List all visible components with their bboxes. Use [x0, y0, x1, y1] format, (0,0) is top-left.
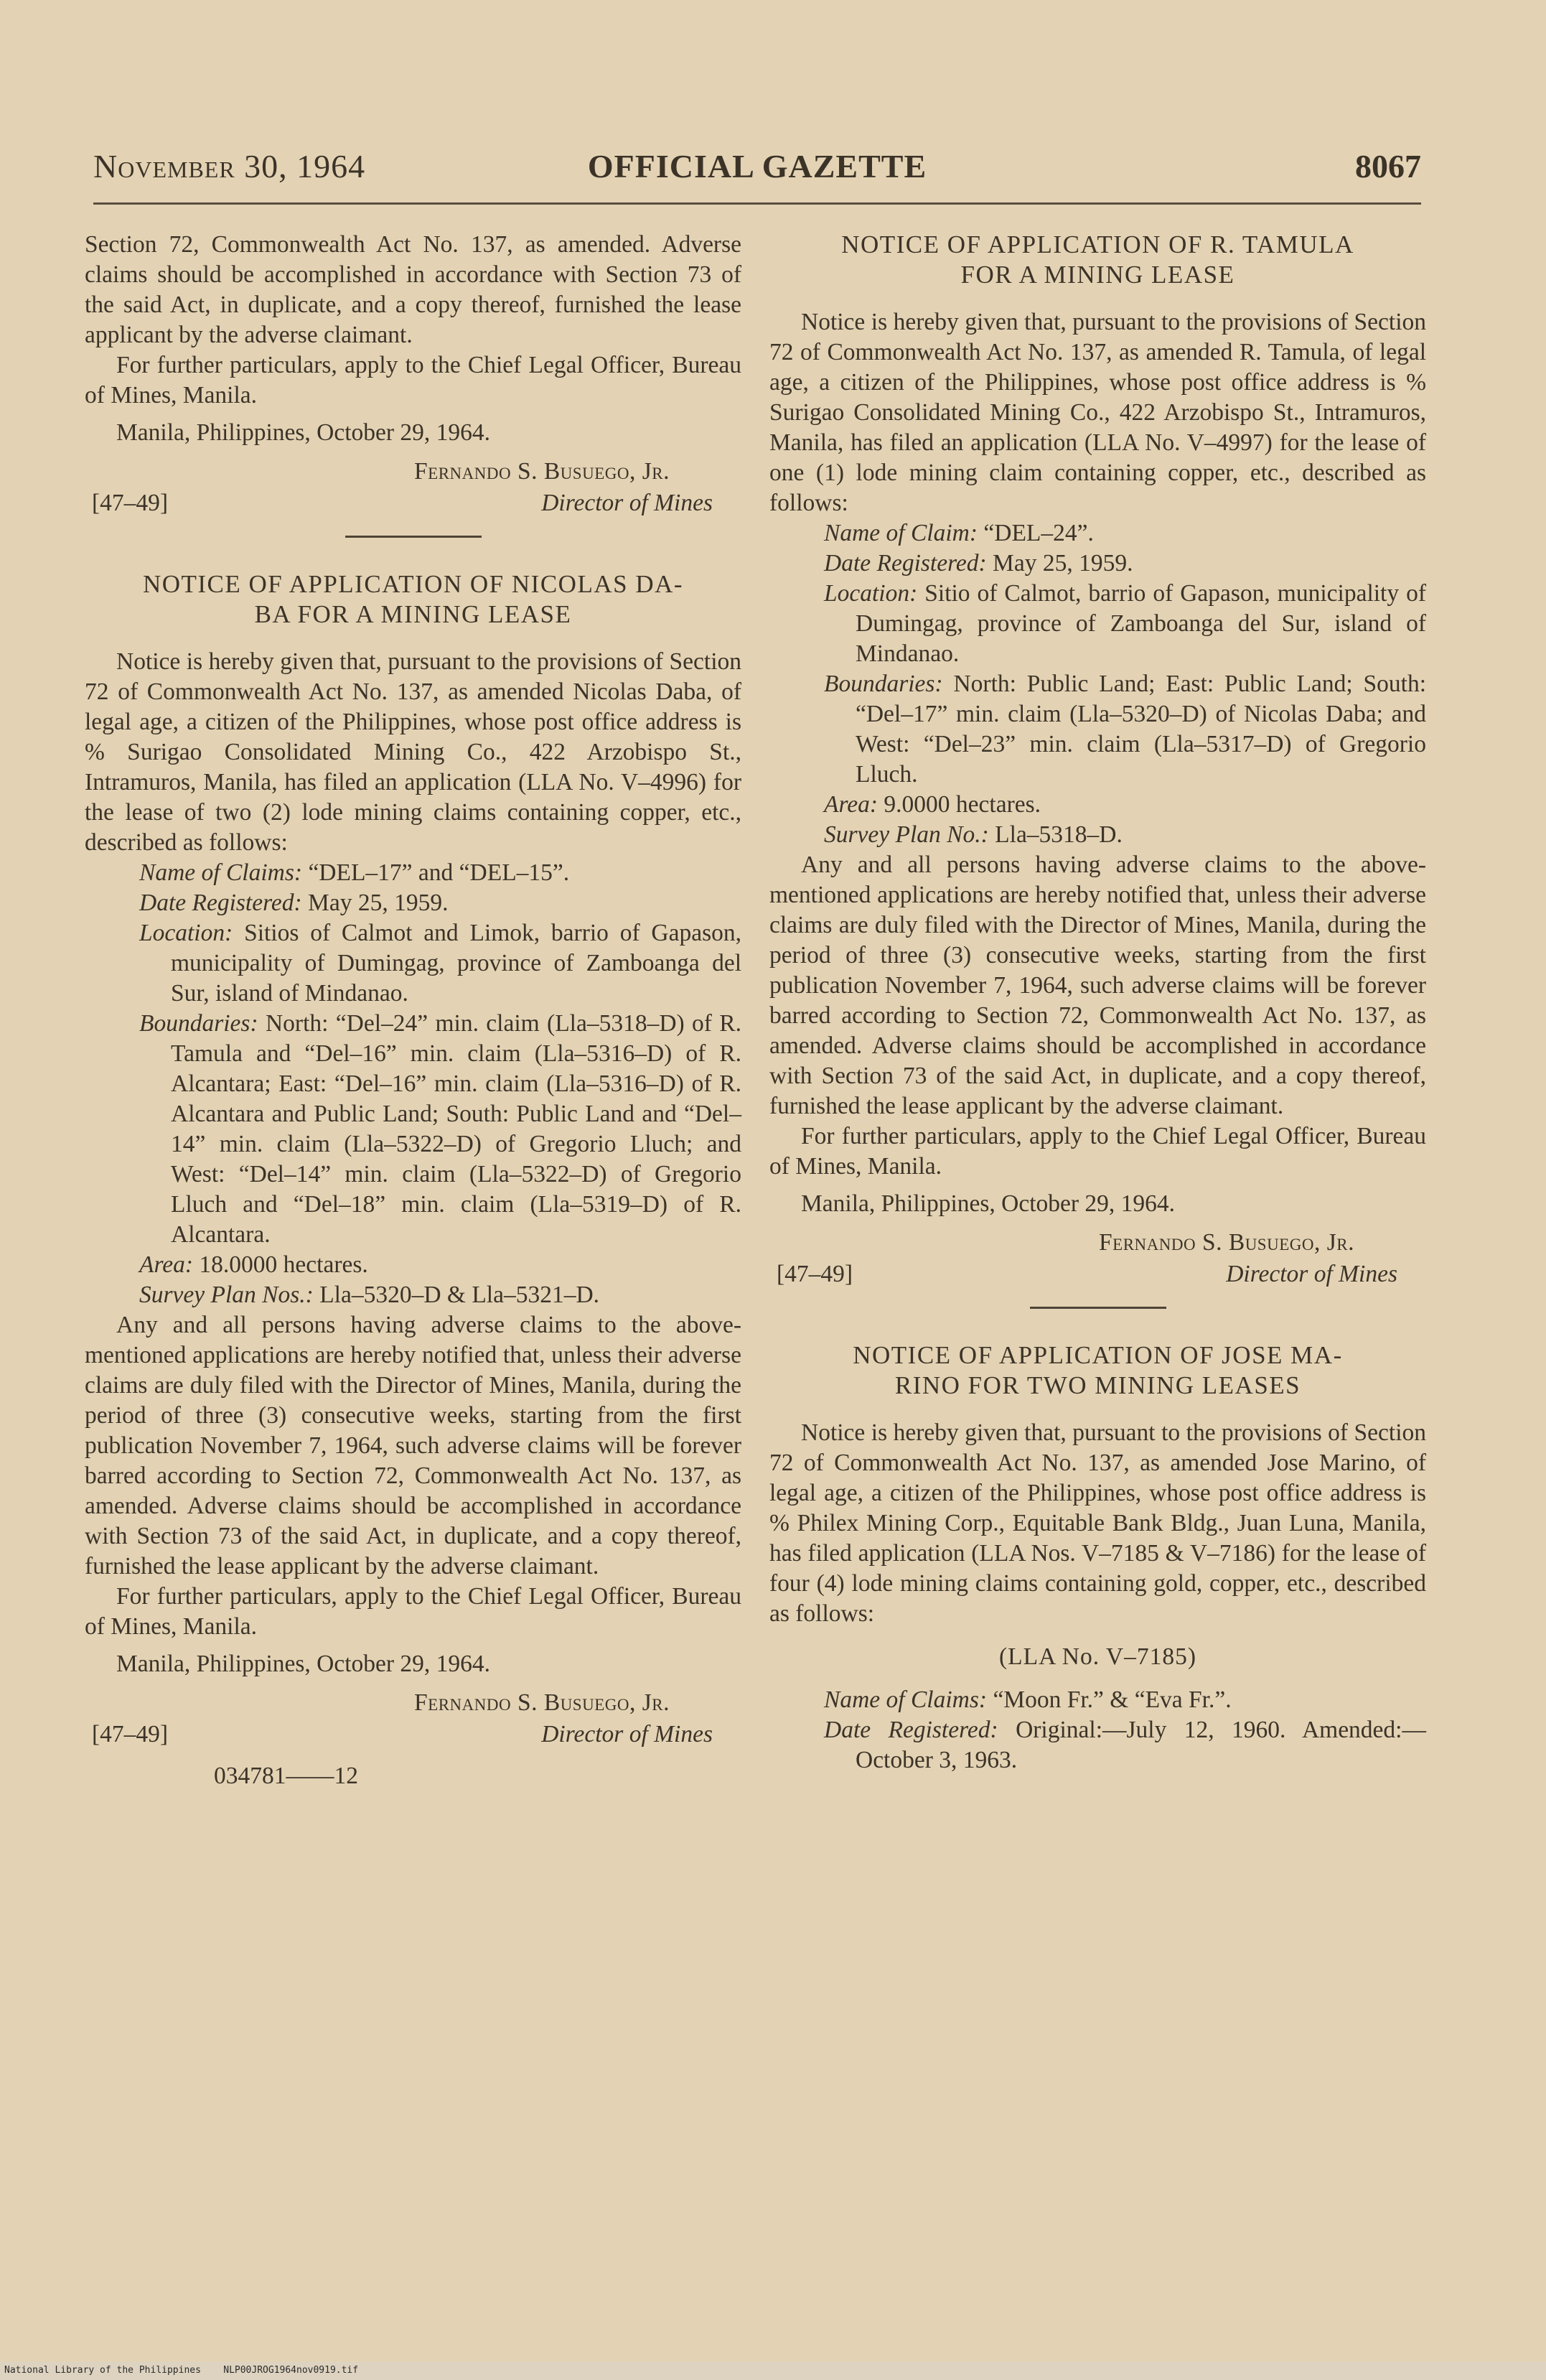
signatory-title: Director of Mines: [541, 1721, 713, 1747]
detail-name-of-claim: [769, 518, 1426, 549]
signature-block: [85, 1688, 741, 1757]
detail-label: Location:: [139, 920, 233, 946]
detail-value: North: “Del–24” min. claim (Lla–5318–D) of R. Tamula and “Del–16” min. claim (Lla–5316–D) of R. Alcantara; East: “Del–16” min. claim (Lla–5316–D) of R. Alcantara and Public Land; South: Public Land and “Del–14” min. claim (Lla–5322–D) of Gregorio Lluch; and West: “Del–14” min. claim (Lla–5322–D) of Gregorio Lluch and “Del–18” min. claim (Lla–5319–D) of R. Alcantara.: [171, 1010, 741, 1248]
notice-heading: [769, 1340, 1426, 1401]
page-number: 8067: [1355, 148, 1421, 185]
detail-survey-plan: [769, 820, 1426, 850]
publication-code: [47–49]: [92, 490, 169, 516]
detail-name-of-claims: [85, 858, 741, 888]
detail-area: [85, 1250, 741, 1280]
detail-label: Name of Claims:: [139, 859, 303, 886]
detail-area: [769, 790, 1426, 820]
detail-value: “DEL–17” and “DEL–15”.: [302, 859, 570, 886]
detail-name-of-claims: [769, 1685, 1426, 1715]
signatory-name: Fernando S. Busuego, Jr.: [414, 1689, 670, 1716]
notice-intro: Notice is hereby given that, pursuant to the provisions of Section 72 of Commonwealth Act No. 137, as amended Jose Marino, of legal age, a citizen of the Philippines, whose post office address is % Philex Mining Corp., Equitable Bank Bldg., Juan Luna, Manila, has filed application (LLA Nos. V–7185 & V–7186) for the lease of four (4) lode mining claims containing gold, copper, etc., described as follows:: [769, 1419, 1426, 1627]
date-line: Manila, Philippines, October 29, 1964.: [116, 419, 491, 446]
notice-heading: [85, 569, 741, 630]
date-line: Manila, Philippines, October 29, 1964.: [801, 1190, 1176, 1217]
header-rule: [93, 202, 1421, 205]
footer-library: National Library of the Philippines: [4, 2365, 201, 2376]
date-line: Manila, Philippines, October 29, 1964.: [116, 1651, 491, 1677]
detail-label: Survey Plan Nos.:: [139, 1282, 314, 1308]
detail-survey-plan: [85, 1280, 741, 1310]
detail-label: Date Registered:: [824, 1717, 998, 1743]
footer-file: NLP00JROG1964nov0919.tif: [223, 2365, 359, 2376]
header-date: November 30, 1964: [93, 148, 366, 185]
detail-boundaries: [769, 669, 1426, 790]
continued-paragraph: Section 72, Commonwealth Act No. 137, as amended. Adverse claims should be accomplished in accordance with Section 73 of the said Act, in duplicate, and a copy thereof, furnished the lease applicant by the adverse claimant.: [85, 231, 741, 348]
detail-value: Lla–5318–D.: [988, 821, 1123, 848]
detail-date-registered: [85, 888, 741, 918]
signature-block: [85, 457, 741, 526]
notice-marino: [769, 1340, 1426, 1775]
detail-label: Area:: [824, 791, 879, 818]
notice-heading-line2: BA FOR A MINING LEASE: [254, 600, 572, 628]
notice-heading: [769, 230, 1426, 290]
detail-date-registered: [769, 1715, 1426, 1775]
notice-tamula: [769, 230, 1426, 1297]
detail-location: [85, 918, 741, 1009]
detail-value: “Moon Fr.” & “Eva Fr.”.: [987, 1686, 1232, 1713]
detail-date-registered: [769, 549, 1426, 579]
adverse-claims-paragraph: Any and all persons having adverse claims to the above-mentioned applications are hereby notified that, unless their adverse claims are duly filed with the Director of Mines, Manila, during the period of three (3) consecutive weeks, starting from the first publication November 7, 1964, such adverse claims will be forever barred according to Section 72, Commonwealth Act No. 137, as amended. Adverse claims should be accomplished in accordance with Section 73 of the said Act, in duplicate, and a copy thereof, furnished the lease applicant by the adverse claimant.: [85, 1312, 741, 1579]
detail-label: Survey Plan No.:: [824, 821, 989, 848]
detail-value: Lla–5320–D & Lla–5321–D.: [313, 1282, 600, 1308]
page-header: [93, 147, 1421, 197]
signatory-name: Fernando S. Busuego, Jr.: [414, 458, 670, 485]
further-particulars: For further particulars, apply to the Chief Legal Officer, Bureau of Mines, Manila.: [85, 1583, 741, 1640]
detail-value: 18.0000 hectares.: [193, 1251, 368, 1278]
signatory-name: Fernando S. Busuego, Jr.: [1099, 1229, 1354, 1256]
publication-code: [47–49]: [777, 1261, 853, 1287]
notice-daba: [85, 569, 741, 1791]
further-particulars: For further particulars, apply to the Chief Legal Officer, Bureau of Mines, Manila.: [769, 1123, 1426, 1180]
detail-value: May 25, 1959.: [301, 890, 449, 916]
detail-label: Date Registered:: [824, 550, 987, 577]
notice-heading-line2: RINO FOR TWO MINING LEASES: [894, 1371, 1301, 1399]
detail-label: Area:: [139, 1251, 194, 1278]
notice-intro: Notice is hereby given that, pursuant to the provisions of Section 72 of Commonwealth Act No. 137, as amended Nicolas Daba, of legal age, a citizen of the Philippines, whose post office address is % Surigao Consolidated Mining Co., 422 Arzobispo St., Intramuros, Manila, has filed an application (LLA No. V–4996) for the lease of two (2) lode mining claims containing copper, etc., described as follows:: [85, 648, 741, 856]
detail-label: Boundaries:: [139, 1010, 258, 1037]
detail-label: Boundaries:: [824, 671, 943, 697]
adverse-claims-paragraph: Any and all persons having adverse claims to the above-mentioned applications are hereby notified that, unless their adverse claims are duly filed with the Director of Mines, Manila, during the period of three (3) consecutive weeks, starting from the first publication November 7, 1964, such adverse claims will be forever barred according to Section 72, Commonwealth Act No. 137, as amended. Adverse claims should be accomplished in accordance with Section 73 of the said Act, in duplicate, and a copy thereof, furnished the lease applicant by the adverse claimant.: [769, 851, 1426, 1119]
signatory-title: Director of Mines: [1226, 1261, 1397, 1287]
lla-subheading: (LLA No. V–7185): [999, 1643, 1196, 1670]
detail-location: [769, 579, 1426, 669]
notice-heading-line1: NOTICE OF APPLICATION OF JOSE MA-: [853, 1341, 1343, 1369]
notice-heading-line2: FOR A MINING LEASE: [960, 261, 1235, 289]
separator-rule: [1030, 1307, 1166, 1309]
left-column: [85, 230, 741, 1791]
notice-heading-line1: NOTICE OF APPLICATION OF R. TAMULA: [841, 230, 1354, 258]
signatory-title: Director of Mines: [541, 490, 713, 516]
notice-heading-line1: NOTICE OF APPLICATION OF NICOLAS DA-: [142, 570, 684, 598]
further-particulars: For further particulars, apply to the Chief Legal Officer, Bureau of Mines, Manila.: [85, 352, 741, 409]
detail-value: May 25, 1959.: [986, 550, 1133, 577]
detail-value: Sitios of Calmot and Limok, barrio of Gapason, municipality of Dumingag, province of Zamboanga del Sur, island of Mindanao.: [171, 920, 741, 1007]
detail-value: 9.0000 hectares.: [878, 791, 1041, 818]
notice-intro: Notice is hereby given that, pursuant to the provisions of Section 72 of Commonwealth Act No. 137, as amended R. Tamula, of legal age, a citizen of the Philippines, whose post office address is % Surigao Consolidated Mining Co., 422 Arzobispo St., Intramuros, Manila, has filed an application (LLA No. V–4997) for the lease of one (1) lode mining claim containing copper, etc., described as follows:: [769, 309, 1426, 516]
detail-value: “DEL–24”.: [978, 520, 1094, 546]
header-title: OFFICIAL GAZETTE: [587, 148, 927, 185]
separator-rule: [345, 536, 482, 538]
detail-label: Name of Claims:: [824, 1686, 988, 1713]
detail-boundaries: [85, 1009, 741, 1250]
detail-label: Location:: [824, 580, 918, 607]
detail-label: Date Registered:: [139, 890, 302, 916]
detail-value: Sitio of Calmot, barrio of Gapason, municipality of Dumingag, province of Zamboanga del Sur, island of Mindanao.: [856, 580, 1426, 667]
signature-block: [769, 1228, 1426, 1297]
detail-label: Name of Claim:: [824, 520, 978, 546]
right-column: [769, 230, 1426, 1775]
scan-footer: [4, 2365, 358, 2376]
detail-value: Original:—July 12, 1960. Amended:—October 3, 1963.: [856, 1717, 1426, 1773]
printer-number: 034781——12: [214, 1763, 358, 1789]
detail-value: North: Public Land; East: Public Land; South: “Del–17” min. claim (Lla–5320–D) of Nicolas Daba; and West: “Del–23” min. claim (Lla–5317–D) of Gregorio Lluch.: [856, 671, 1426, 788]
publication-code: [47–49]: [92, 1721, 169, 1747]
